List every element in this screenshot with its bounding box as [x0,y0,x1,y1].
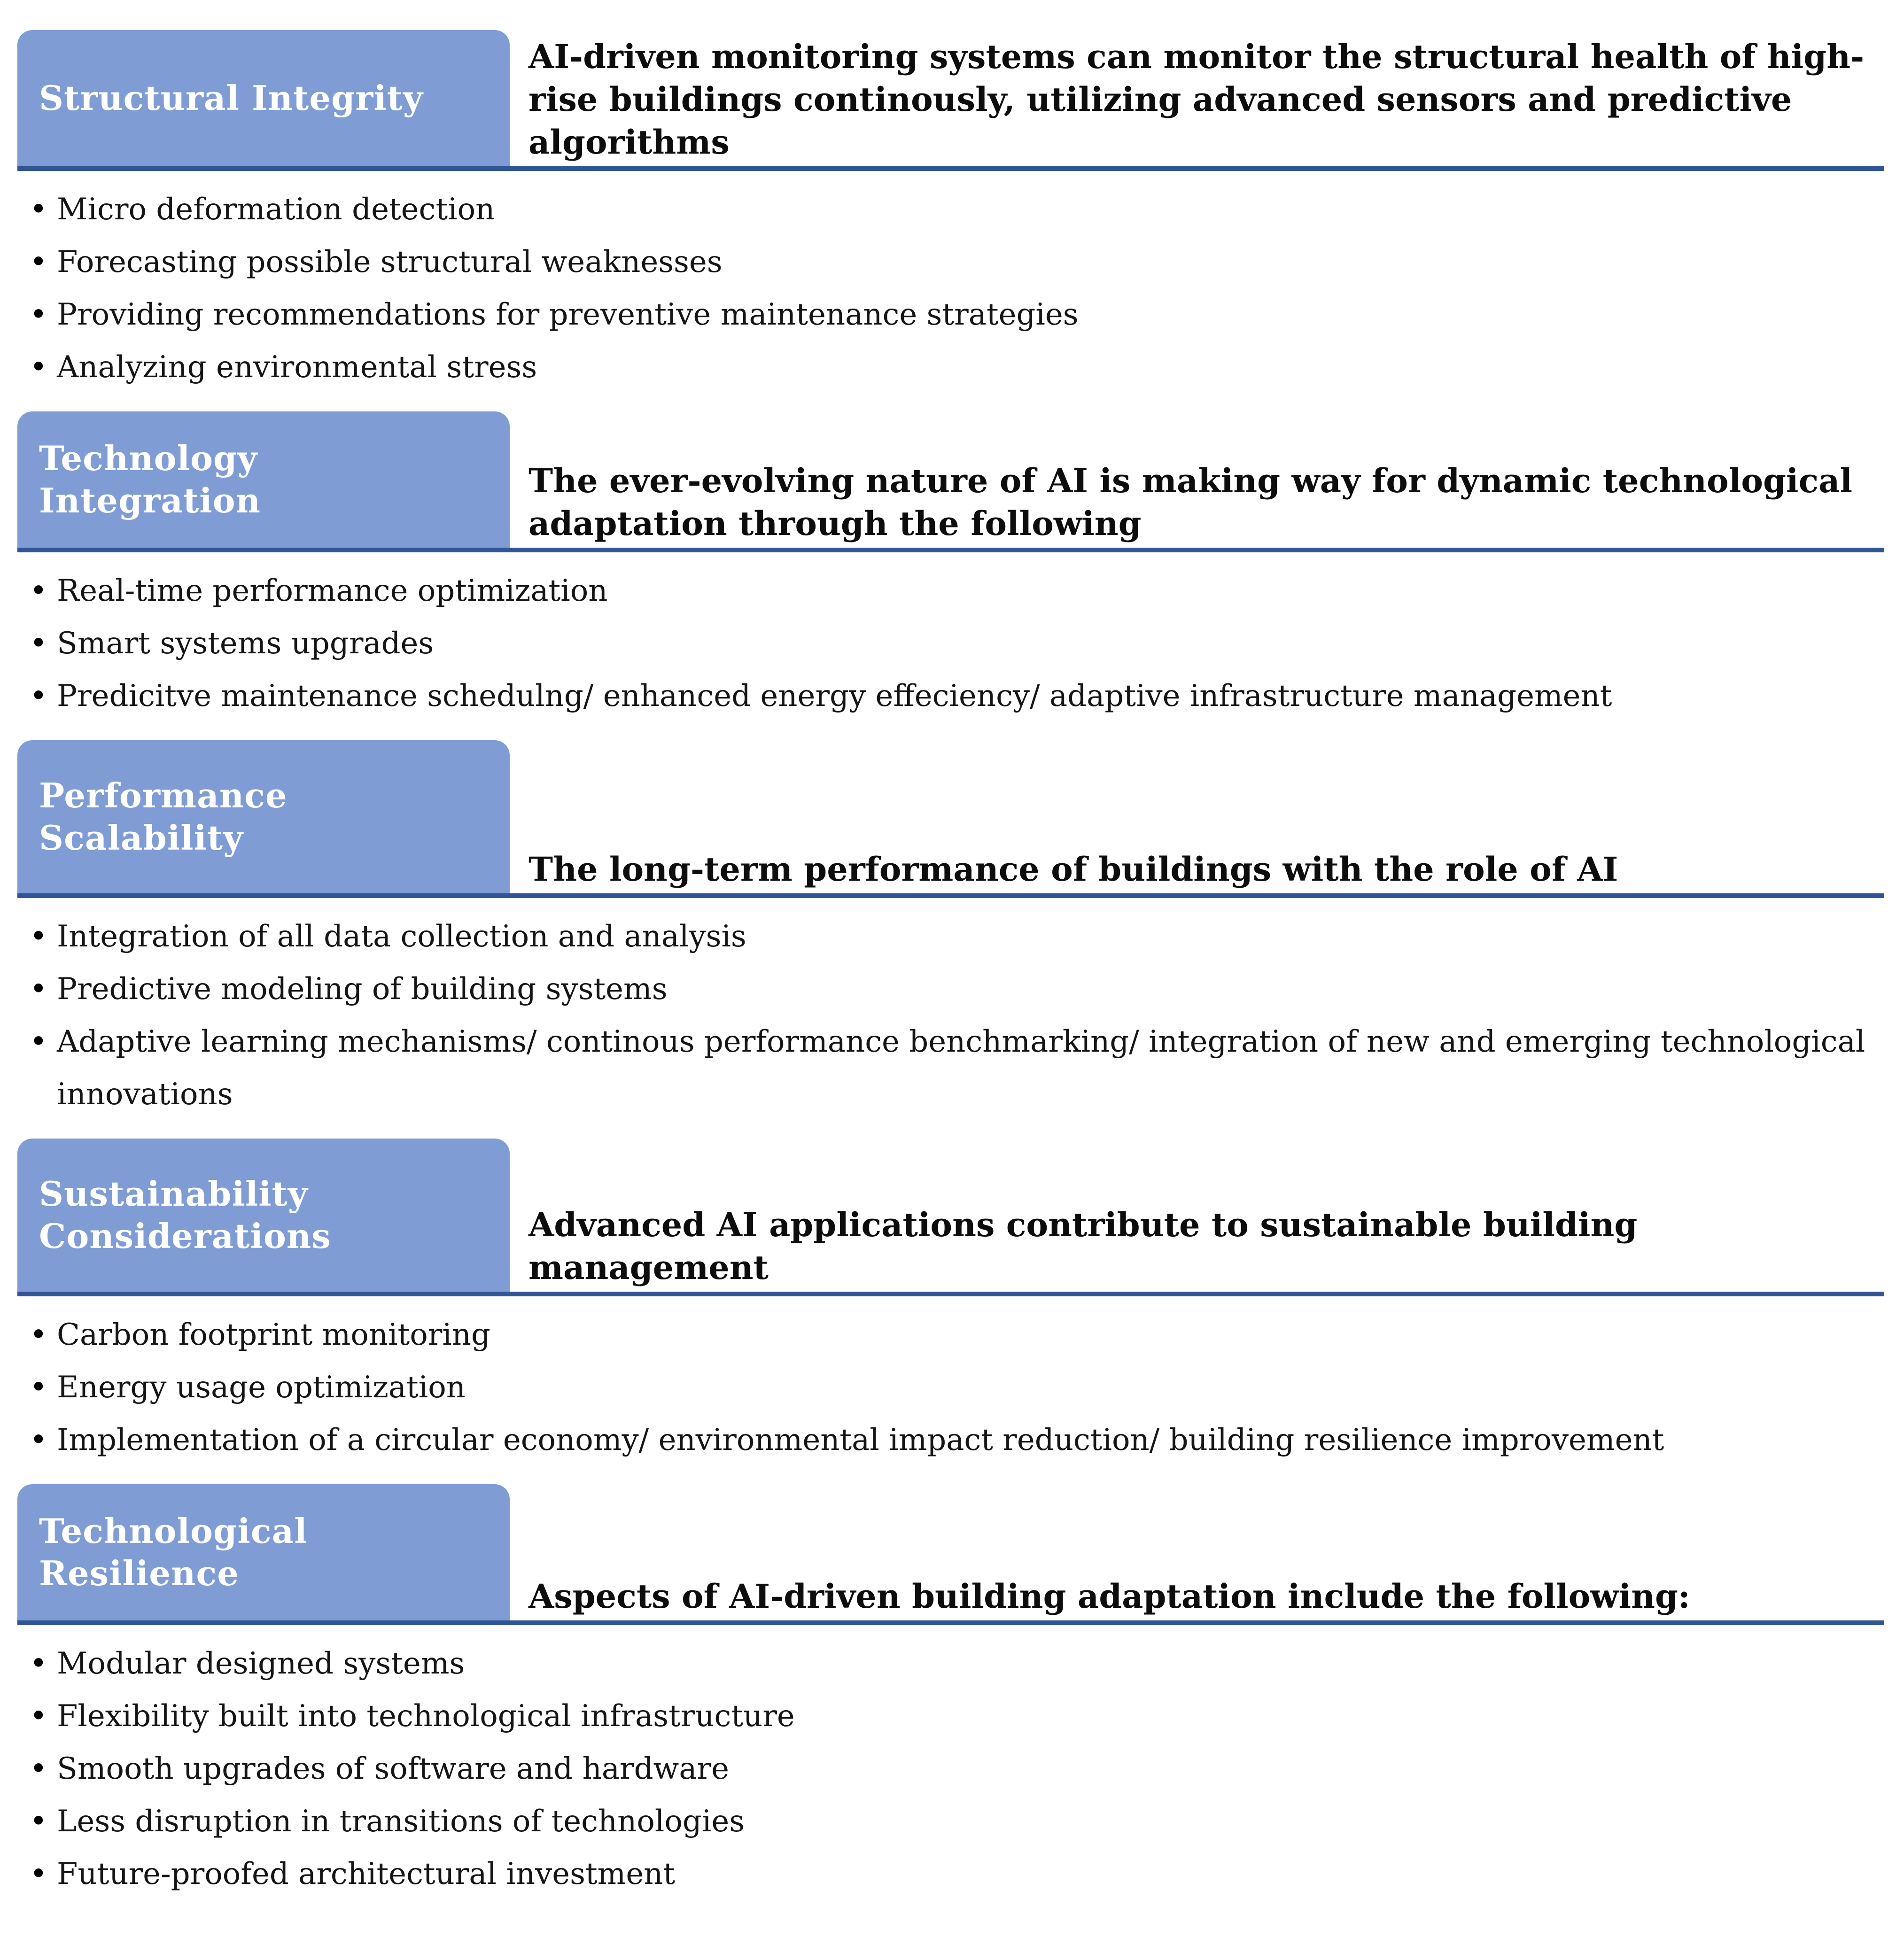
bullet-item: • Carbon footprint monitoring [27,1309,1865,1361]
figure-root [17,30,1884,1900]
bullet-item: • Analyzing environmental stress [27,341,1865,394]
section-description: The ever-evolving nature of AI is making way for dynamic technological adaptation through the following [528,461,1853,543]
bullet-item: • Energy usage optimization [27,1361,1865,1414]
section-label-box [17,1484,510,1620]
bullet-item: • Predictive modeling of building systems [27,963,1865,1015]
section-label: Sustainability Considerations [39,1174,331,1256]
bullet-item: • Predicitve maintenance schedulng/ enhanced energy effeciency/ adaptive infrastructure management [27,670,1865,722]
bullet-item: • Smart systems upgrades [27,617,1865,670]
bullet-item: • Implementation of a circular economy/ environmental impact reduction/ building resilience improvement [27,1414,1865,1466]
bullet-item: • Smooth upgrades of software and hardware [27,1743,1865,1795]
bullet-item: • Less disruption in transitions of technologies [27,1795,1865,1848]
bullet-list [27,910,1865,1121]
section-label-box [17,411,510,548]
section-label: Technological Resilience [39,1511,308,1593]
bullet-item: • Real-time performance optimization [27,565,1865,617]
bullet-item: • Adaptive learning mechanisms/ continous performance benchmarking/ integration of new and emerging technological innovations [27,1015,1865,1121]
section-label: Technology Integration [39,438,261,520]
bullet-list [27,565,1865,722]
section-header [17,1484,1884,1625]
section-description: The long-term performance of buildings with the role of AI [528,850,1618,889]
bullet-item: • Flexibility built into technological infrastructure [27,1690,1865,1743]
section [17,1484,1884,1900]
section [17,411,1884,722]
bullet-list [27,1637,1865,1900]
section-label-box [17,740,510,893]
bullet-item: • Forecasting possible structural weaknesses [27,236,1865,288]
section-label: Performance Scalability [39,775,288,858]
bullet-item: • Micro deformation detection [27,183,1865,236]
bullet-item: • Modular designed systems [27,1637,1865,1690]
section-label-box [17,1139,510,1292]
bullet-list [27,1309,1865,1466]
section-header [17,1139,1884,1296]
bullet-list [27,183,1865,394]
section-description: AI-driven monitoring systems can monitor the structural health of high-rise buildings continously, utilizing advanced sensors and predictive algorithms [528,37,1865,162]
section-description: Aspects of AI-driven building adaptation include the following: [528,1577,1690,1616]
bullet-item: • Future-proofed architectural investment [27,1848,1865,1900]
section [17,30,1884,394]
bullet-item: • Integration of all data collection and analysis [27,910,1865,963]
section-description: Advanced AI applications contribute to sustainable building management [528,1205,1638,1287]
section [17,740,1884,1121]
section-label: Structural Integrity [39,78,423,118]
section [17,1139,1884,1466]
section-header [17,30,1884,171]
section-header [17,740,1884,898]
bullet-item: • Providing recommendations for preventive maintenance strategies [27,288,1865,341]
section-header [17,411,1884,552]
section-label-box [17,30,510,166]
